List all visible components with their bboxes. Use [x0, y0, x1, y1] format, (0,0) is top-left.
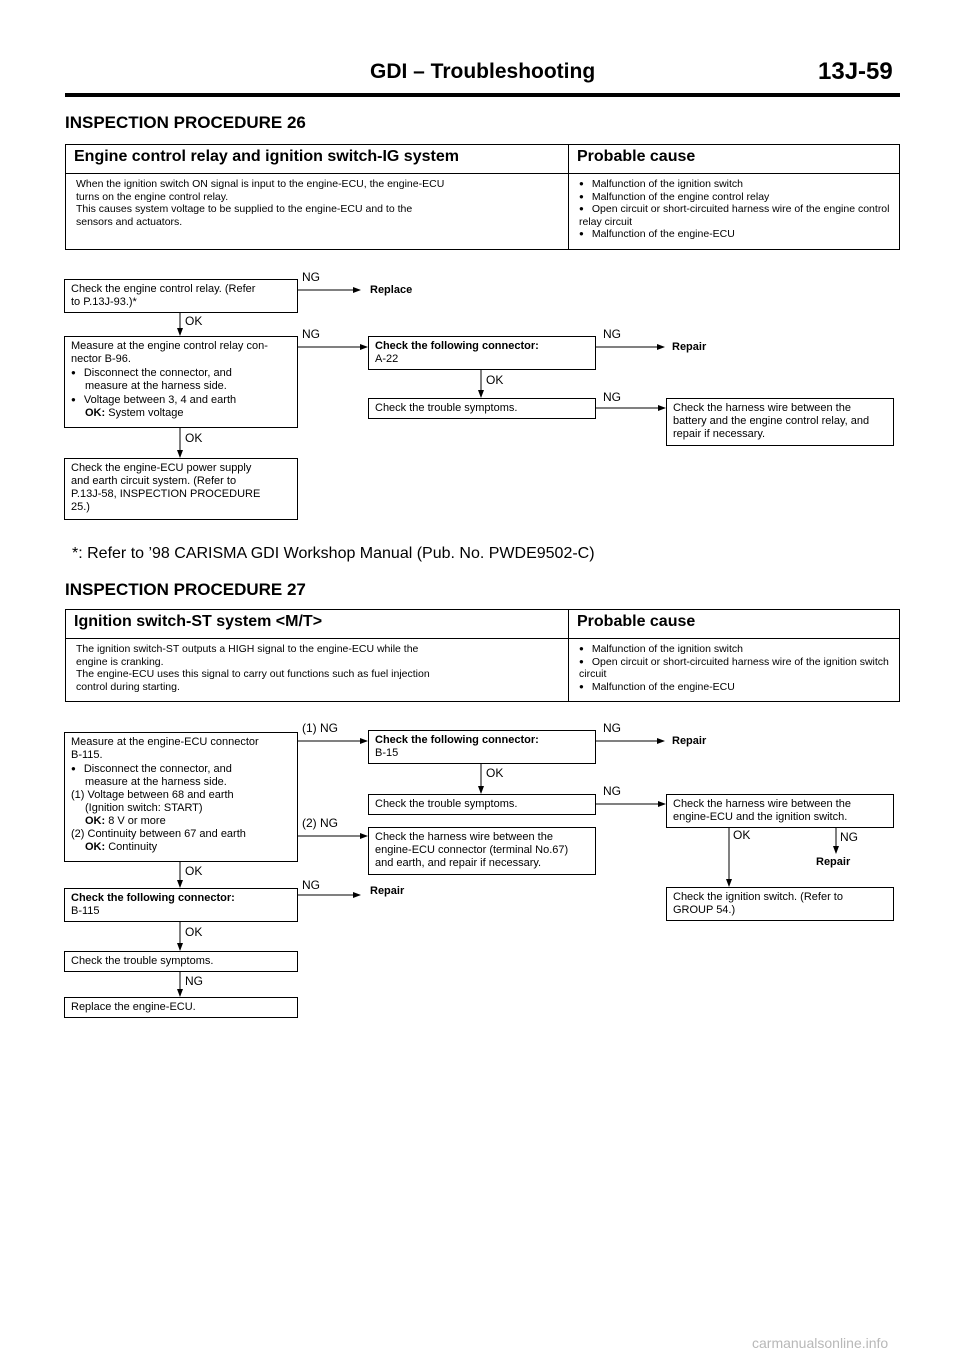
p27-right-header: Probable cause — [569, 610, 900, 639]
p26-power-line: and earth circuit system. (Refer to — [71, 475, 237, 487]
p26-ok-label: OK: — [85, 407, 106, 419]
p27-ok2-label: OK: — [85, 841, 106, 853]
p27-ok-label: OK — [185, 925, 203, 939]
p27-measure-bullet: ● Disconnect the connector, and — [71, 762, 291, 776]
p27-conn-b15-value: B-15 — [375, 747, 399, 759]
p26-ok-label: OK — [185, 314, 203, 328]
p27-ok1-value: 8 V or more — [108, 815, 166, 827]
p27-cause: ● Malfunction of the engine-ECU — [579, 681, 891, 694]
p26-right-header: Probable cause — [569, 145, 900, 174]
p27-ign-line: GROUP 54.) — [673, 904, 736, 916]
p26-measure-line: Measure at the engine control relay con- — [71, 340, 268, 352]
footnote: *: Refer to ’98 CARISMA GDI Workshop Manual (Pub. No. PWDE9502-C) — [72, 545, 595, 562]
p27-measure-item1-cont: (Ignition switch: START) — [85, 802, 203, 814]
procedure-27-heading: INSPECTION PROCEDURE 27 — [65, 580, 306, 599]
page-section-title: GDI – Troubleshooting — [370, 60, 596, 83]
p26-measure-bullet: ● Disconnect the connector, and — [71, 366, 291, 380]
p26-cause: ● Malfunction of the engine control relay — [579, 191, 891, 204]
p27-desc-line: control during starting. — [76, 680, 180, 693]
p26-repair-outcome: Repair — [672, 341, 707, 353]
p27-desc-line: The ignition switch-ST outputs a HIGH signal to the engine-ECU while the — [76, 643, 419, 655]
p27-measure-item1: (1) Voltage between 68 and earth — [71, 789, 234, 801]
p27-ok-label: OK — [185, 864, 203, 878]
p26-ok-value: System voltage — [108, 407, 184, 419]
p26-cause: ● Open circuit or short-circuited harness wire of the engine control relay circuit — [579, 203, 891, 228]
p26-measure-bullet: ● Voltage between 3, 4 and earth — [71, 393, 291, 407]
p26-cause: ● Malfunction of the engine-ECU — [579, 228, 891, 241]
p26-ng-label: NG — [603, 390, 621, 404]
p26-relay-line: Check the engine control relay. (Refer — [71, 283, 256, 295]
p27-box-symptoms-left: Check the trouble symptoms. — [64, 951, 298, 972]
p27-harness-right-line: Check the harness wire between the — [673, 798, 851, 810]
p27-desc-line: engine is cranking. — [76, 655, 164, 668]
p26-replace-outcome: Replace — [370, 284, 413, 296]
p27-conn-b15-title: Check the following connector: — [375, 734, 539, 746]
p27-desc-line: The engine-ECU uses this signal to carry out functions such as fuel injection — [76, 668, 430, 680]
p27-ng-label: NG — [603, 784, 621, 798]
p27-box-replace-ecu: Replace the engine-ECU. — [64, 997, 298, 1018]
p26-conn-value: A-22 — [375, 353, 399, 365]
p27-ok1-label: OK: — [85, 815, 106, 827]
p26-desc-line: sensors and actuators. — [76, 215, 183, 228]
procedure-26-heading: INSPECTION PROCEDURE 26 — [65, 113, 306, 132]
p26-desc-line: When the ignition switch ON signal is input to the engine-ECU, the engine-ECU — [76, 178, 445, 190]
p27-left-header: Ignition switch-ST system <M/T> — [66, 610, 569, 639]
p27-box-symptoms-mid: Check the trouble symptoms. — [368, 794, 596, 815]
p26-ok-label: OK — [185, 431, 203, 445]
p27-harness-mid-line: Check the harness wire between the — [375, 831, 553, 843]
p27-measure-bullet-cont: measure at the harness side. — [85, 776, 227, 788]
p26-power-line: P.13J-58, INSPECTION PROCEDURE — [71, 488, 261, 500]
p26-power-line: 25.) — [71, 501, 90, 513]
p27-ng-label: NG — [302, 878, 320, 892]
p27-repair-outcome: Repair — [672, 735, 707, 747]
p27-ign-line: Check the ignition switch. (Refer to — [673, 891, 843, 903]
p27-cause: ● Malfunction of the ignition switch — [579, 643, 891, 656]
p27-ng1-label: (1) NG — [302, 721, 338, 735]
p27-cause: ● Open circuit or short-circuited harness wire of the ignition switch circuit — [579, 656, 891, 681]
p26-harness-line: Check the harness wire between the — [673, 402, 851, 414]
p27-measure-line: B-115. — [71, 749, 103, 761]
page-number: 13J-59 — [818, 58, 893, 85]
p27-harness-mid-line: engine-ECU connector (terminal No.67) — [375, 844, 569, 856]
p27-measure-item2: (2) Continuity between 67 and earth — [71, 828, 246, 840]
p27-conn-b115-title: Check the following connector: — [71, 892, 235, 904]
p26-measure-line: nector B-96. — [71, 353, 131, 365]
p27-ng-label: NG — [185, 974, 203, 988]
p26-measure-bullet-cont: measure at the harness side. — [85, 380, 227, 392]
p27-repair-outcome: Repair — [370, 885, 405, 897]
p26-power-line: Check the engine-ECU power supply — [71, 462, 252, 474]
p26-left-header: Engine control relay and ignition switch-IG system — [66, 145, 569, 174]
p27-ng-label: NG — [603, 721, 621, 735]
p26-cause: ● Malfunction of the ignition switch — [579, 178, 891, 191]
p26-ng-label: NG — [302, 327, 320, 341]
p27-harness-mid-line: and earth, and repair if necessary. — [375, 857, 542, 869]
p26-harness-line: repair if necessary. — [673, 428, 766, 440]
p27-ng2-label: (2) NG — [302, 816, 338, 830]
p26-ok-label: OK — [486, 373, 504, 387]
p27-conn-b115-value: B-115 — [71, 905, 100, 917]
p26-desc-line: This causes system voltage to be supplied to the engine-ECU and to the — [76, 203, 413, 215]
p26-desc-line: turns on the engine control relay. — [76, 190, 229, 203]
watermark: carmanualsonline.info — [752, 1335, 889, 1351]
p26-box-symptoms: Check the trouble symptoms. — [368, 398, 596, 419]
p26-harness-line: battery and the engine control relay, and — [673, 415, 870, 427]
p27-harness-right-line: engine-ECU and the ignition switch. — [673, 811, 848, 823]
p27-ok-label: OK — [733, 828, 751, 842]
p27-ok-label: OK — [486, 766, 504, 780]
p26-ng-label: NG — [302, 270, 320, 284]
p27-measure-line: Measure at the engine-ECU connector — [71, 736, 259, 748]
p26-ng-label: NG — [603, 327, 621, 341]
p27-ok2-value: Continuity — [108, 841, 158, 853]
p27-repair-outcome: Repair — [816, 856, 851, 868]
p27-ng-label: NG — [840, 830, 858, 844]
p26-relay-line: to P.13J-93.)* — [71, 296, 137, 308]
p26-conn-title: Check the following connector: — [375, 340, 539, 352]
